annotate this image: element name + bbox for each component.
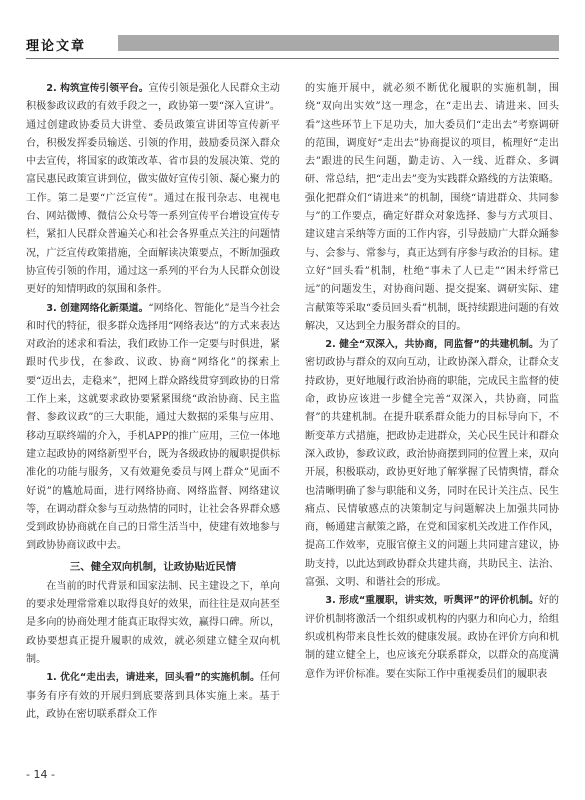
paragraph-lead: 3. 形成“重履职，讲实效，听舆评”的评价机制。 [325, 595, 539, 607]
paragraph-body: 任何事务有序有效的开展归到底要落到具体实施上来。基于此，政协在密切联系群众工作 [26, 672, 280, 720]
paragraph: 的实施开展中，就必须不断优化履职的实施机制，围绕“双向出实效”这一理念，在“走出去、请进来、回头看”这些环节上下足功夫，加大委员们“走出去”考察调研的范围，调度好“走出去”协商提议的项目，梳理好“走出去”跟进的民生问题，勤走访、入一线、近群众、多调研、常总结，把“走出去”变为实践群众路线的方法策略。强化把群众们“请进来”的机制，围绕“请进群众、共同参与”的工作要点，确定好群众对象选择、参与方式项目、建议建言采纳等方面的工作内容，引导鼓励广大群众踊参与、会参与、常参与，真正达到有序参与政治的目标。建立好“回头看”机制，杜绝“事未了人已走”“困未纾常已远”的问题发生，对协商问题、提交提案、调研实际、建言献策等采取“委员回头看”机制，既持续跟进问题的有效解决，又达到全力服务群众的目的。 [305, 83, 559, 332]
left-column [26, 80, 280, 760]
section-label: 理论文章 [26, 39, 87, 54]
header-rule [26, 58, 559, 59]
paragraph [26, 669, 280, 724]
paragraph-lead: 2. 健全“双深入，共协商，同监督”的共建机制。 [325, 339, 539, 351]
page-number: - 14 - [26, 768, 55, 781]
right-column [305, 80, 559, 760]
paragraph-body: 好的评价机制将激活一个组织或机构的内驱力和向心力，给组织或机构带来良性长效的健康发展。政协在评价方向和机制的建立健全上，也应该充分联系群众，以群众的高度满意作为评价标准。要在实际工作中重视委员们的履职表 [305, 595, 559, 680]
paragraph-body: “网络化、智能化”是当今社会和时代的特征，很多群众选择用“网络表达”的方式来表达对政治的述求和看法，我们政协工作一定要与时俱进，紧跟时代步伐，在参政、议政、协商“网络化”的探索上要“迈出去，走稳来”，把网上群众路线贯穿到政协的日常工作上来，这就要求政协要紧紧围绕“政治协商、民主监督、参政议政”的三大职能，通过大数据的采集与应用、移动互联终端的介入，手机APP的推广应用，三位一体地建立起政协的网络新型平台，既为各级政协的履职提供标准化的功能与服务，又有效避免委员与网上群众“见面不好说”的尴尬局面，进行网络协商、网络监督、网络建议等，在调动群众参与互动热情的同时，让社会各界群众感受到政协协商就在自己的日常生活当中，使建有效地参与到政协协商议政中去。 [26, 302, 280, 552]
paragraph: 在当前的时代背景和国家法制、民主建设之下，单向的要求处理常常难以取得良好的效果，而往往是双向甚至是多向的协商处理才能真正取得实效，赢得口碑。所以，政协要想真正提升履职的成效，就必须建立健全双向机制。 [26, 580, 280, 665]
header-bar [118, 35, 559, 51]
paragraph [26, 80, 280, 300]
paragraph-lead: 1. 优化“走出去，请进来，回头看”的实施机制。 [46, 672, 260, 684]
section-heading: 三、健全双向机制，让政协贴近民情 [69, 560, 237, 573]
paragraph-lead: 2. 构筑宣传引领平台。 [46, 83, 149, 94]
paragraph-body: 宣传引领是强化人民群众主动积极参政议政的有效手段之一，政协第一要“深入宣讲”。通过创建政协委员大讲堂、委员政策宣讲团等宣传新平台，积极发挥委员输送、引领的作用，鼓励委员深入群众中去宣传，将国家的政策改革、省市县的发展决策、党的富民惠民政策宣讲到位，做实做好宣传引领、凝心聚力的工作。第二是要“广泛宣传”。通过在报刊杂志、电视电台、网站微博、微信公众号等一系列宣传平台增设宣传专栏，紧扣人民群众普遍关心和社会各界重点关注的问题情况，广泛宣传政策措施，全面解读决策要点，不断加强政协宣传引领的作用，通过这一系列的平台为人民群众创设更好的知情明政的氛围和条件。 [26, 83, 280, 296]
paragraph [305, 336, 559, 592]
paragraph-lead: 3. 创建网络化新渠道。 [46, 302, 149, 314]
paragraph [305, 592, 559, 683]
paragraph [26, 300, 280, 556]
paragraph-body: 为了密切政协与群众的双向互动，让政协深入群众，让群众支持政协，更好地履行政治协商的职能，完成民主监督的使命，政协应该进一步健全完善“双深入，共协商，同监督”的共建机制。在提升联系群众能力的目标导向下，不断变革方式措施，把政协走进群众，关心民生民计和群众深入政协，参政议政，政治协商摆到同的位置上来，双向开展，积极联动，政协更好地了解掌握了民情舆情，群众也清晰明确了参与职能和义务，同时在民计关注点、民生痛点、民情敏感点的决策制定与问题解决上加强共同协商，畅通建言献策之路，在党和国家机关改进工作作风，提高工作效率，克服官僚主义的问题上共同建言建议，协助支持，以此达到政协群众共建共商，共助民主、法治、富强、文明、和谐社会的形成。 [305, 339, 559, 589]
page-header [0, 0, 585, 66]
